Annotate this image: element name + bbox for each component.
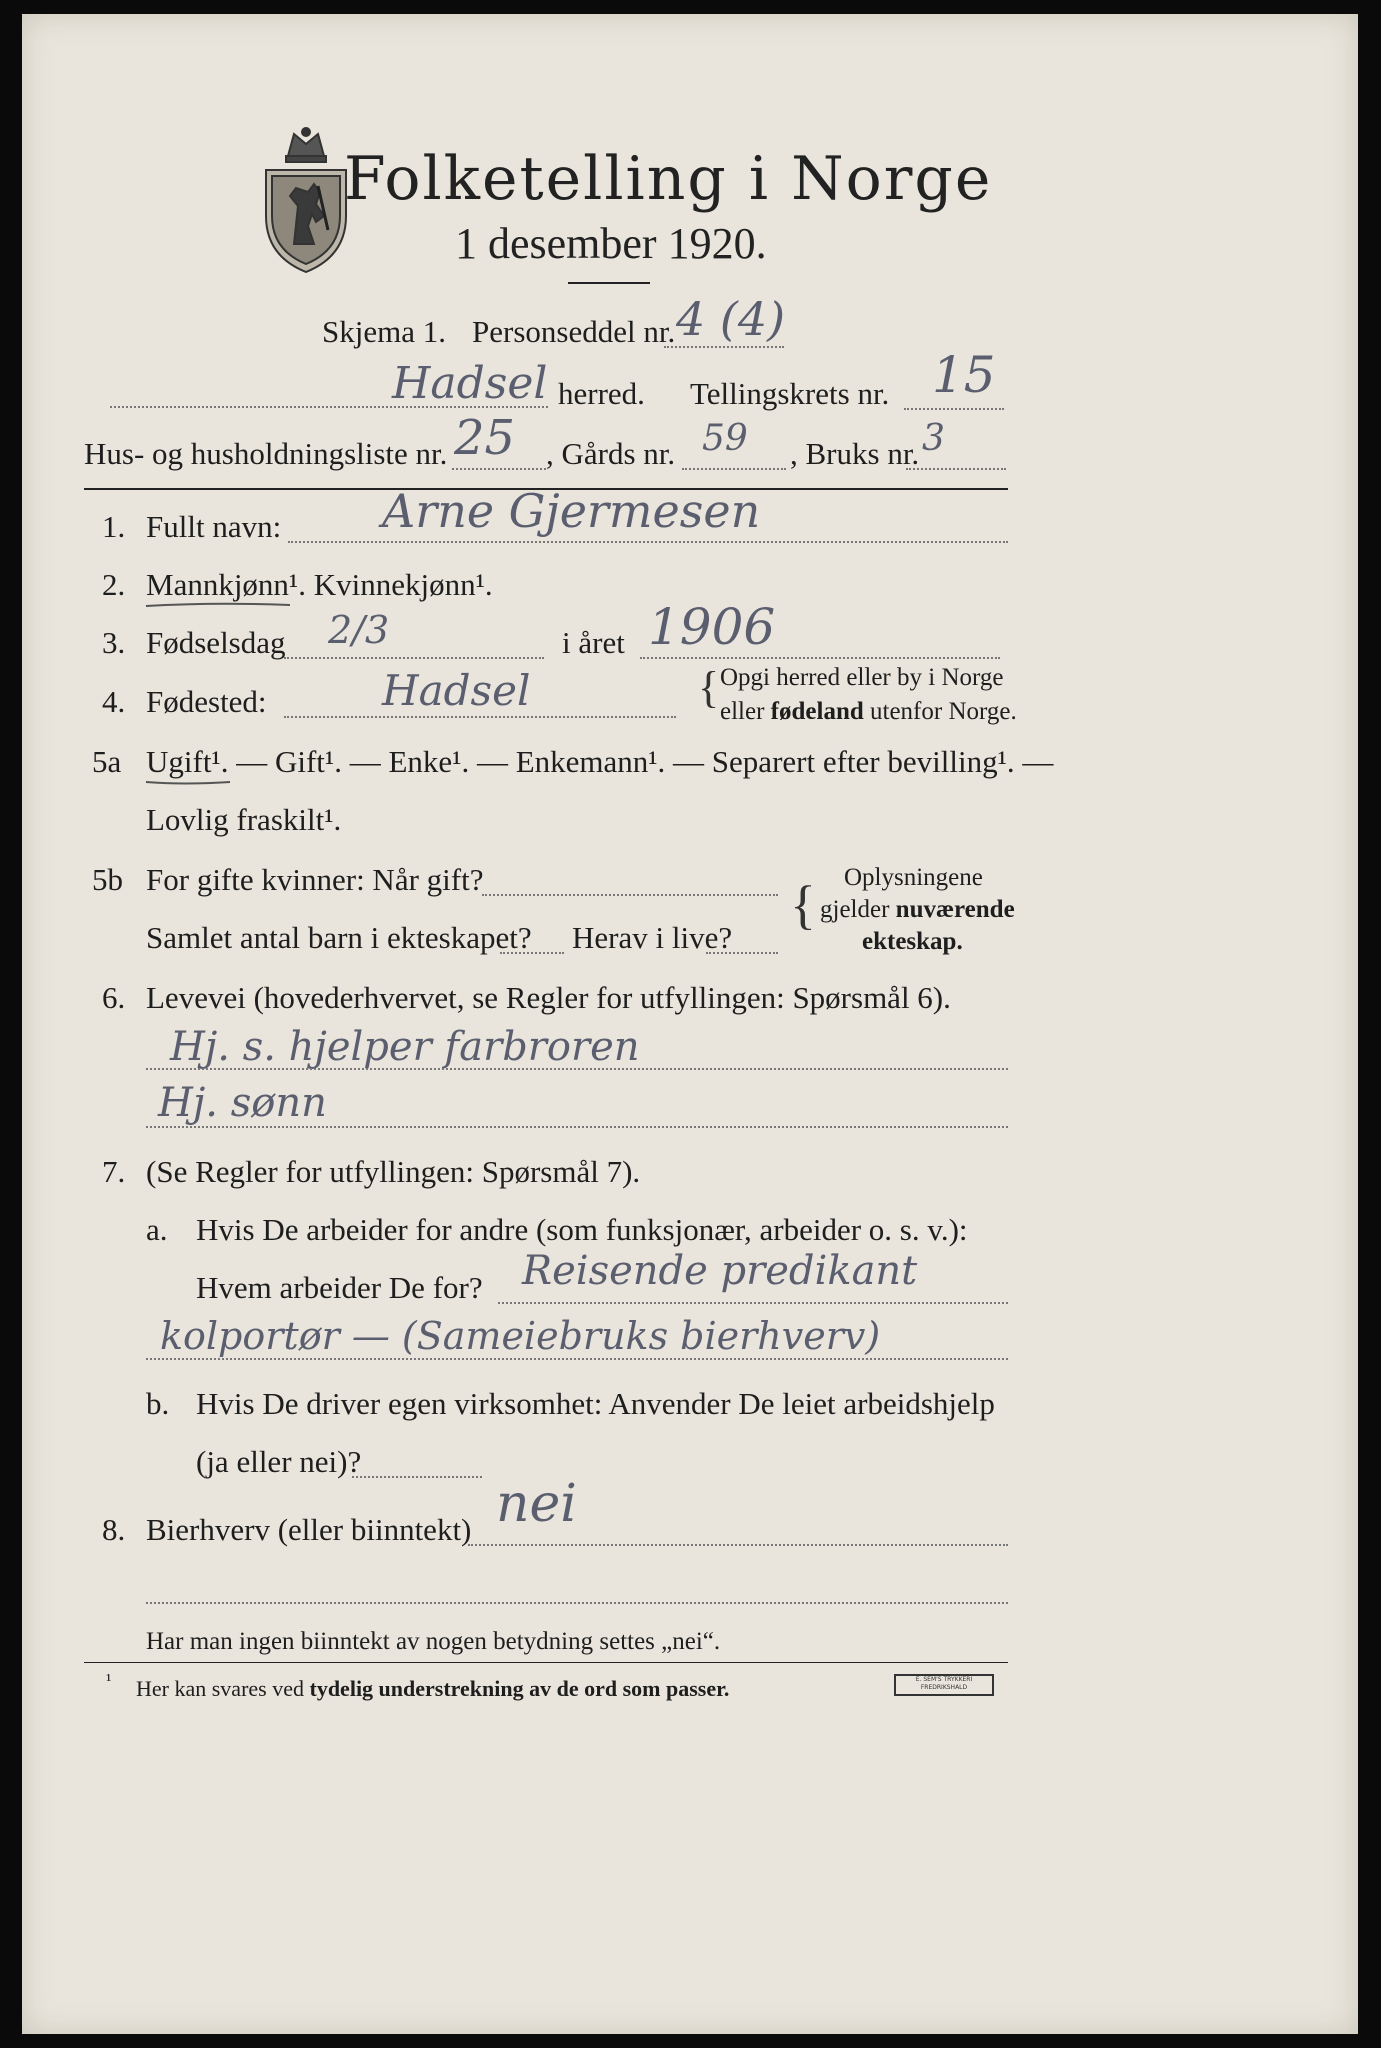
q5a-line1: Ugift¹. — Gift¹. — Enke¹. — Enkemann¹. — Separert efter bevilling¹. —	[146, 744, 1054, 779]
q7b-line	[352, 1476, 482, 1478]
q5a-line2: Lovlig fraskilt¹.	[146, 802, 342, 837]
q3-day-line	[284, 657, 544, 659]
q2-number: 2.	[102, 567, 126, 602]
bruks-value: 3	[922, 418, 945, 459]
q5b-note2: gjelder nuværende	[820, 896, 1015, 923]
q5b-note3: ekteskap.	[862, 928, 963, 955]
q6-line2	[146, 1126, 1008, 1128]
personseddel-line	[664, 346, 784, 348]
husliste-value: 25	[454, 410, 516, 466]
q8-line2	[146, 1602, 1008, 1604]
q2-underline	[144, 600, 294, 610]
q4-note-line1: Opgi herred eller by i Norge	[720, 664, 1004, 691]
q3-number: 3.	[102, 625, 126, 660]
q7a-question: Hvem arbeider De for?	[196, 1270, 483, 1305]
footer-note: Har man ingen biinntekt av nogen betydning settes „nei“.	[146, 1628, 721, 1655]
q7a-line2	[146, 1358, 1008, 1360]
coat-of-arms-icon	[258, 126, 354, 276]
q2-label: Mannkjønn¹. Kvinnekjønn¹.	[146, 567, 493, 602]
q6-value2: Hj. sønn	[158, 1080, 327, 1126]
title-rule	[568, 282, 650, 284]
form-title: Folketelling i Norge	[344, 144, 993, 214]
q7a-value1: Reisende predikant	[522, 1248, 918, 1294]
q3-year-line	[640, 657, 1000, 659]
q7b-text: Hvis De driver egen virksomhet: Anvender De leiet arbeidshjelp	[196, 1386, 995, 1421]
footnote-mark: ¹	[106, 1670, 112, 1690]
census-form-sheet	[22, 14, 1358, 2034]
q1-line	[288, 541, 1008, 543]
q5b-label1: For gifte kvinner: Når gift?	[146, 862, 484, 897]
q7a-value2: kolportør — (Sameiebruks bierhverv)	[160, 1314, 881, 1358]
gards-label: , Gårds nr.	[546, 436, 676, 471]
q6-number: 6.	[102, 980, 126, 1015]
tellingskrets-value: 15	[932, 346, 996, 404]
footer-divider	[84, 1662, 1008, 1663]
q4-brace: {	[698, 663, 720, 712]
bruks-label: , Bruks nr.	[790, 436, 920, 471]
q6-label: Levevei (hovederhvervet, se Regler for utfyllingen: Spørsmål 6).	[146, 980, 951, 1015]
q1-label: Fullt navn:	[146, 509, 282, 544]
q5b-brace: {	[790, 875, 816, 935]
q3-day-value: 2/3	[328, 608, 390, 652]
q5b-married-line	[482, 894, 778, 896]
q8-value: nei	[496, 1474, 577, 1534]
q7a-number: a.	[146, 1212, 168, 1247]
tellingskrets-label: Tellingskrets nr.	[690, 376, 890, 411]
skjema-label: Skjema 1.	[322, 314, 446, 349]
q5b-number: 5b	[92, 862, 123, 897]
gards-value: 59	[702, 418, 748, 459]
q3-year-value: 1906	[648, 598, 776, 656]
q7b-question: (ja eller nei)?	[196, 1444, 362, 1479]
herred-label: herred.	[558, 376, 645, 411]
q5a-number: 5a	[92, 744, 122, 779]
printer-stamp: E. SEM'S TRYKKERI FREDRIKSHALD	[894, 1674, 994, 1696]
husliste-label: Hus- og husholdningsliste nr.	[84, 436, 448, 471]
q1-number: 1.	[102, 509, 126, 544]
husliste-line	[452, 468, 546, 470]
q7-number: 7.	[102, 1154, 126, 1189]
q8-line1	[468, 1544, 1008, 1546]
tellingskrets-line	[904, 408, 1004, 410]
q3-year-label: i året	[562, 625, 625, 660]
q7-label: (Se Regler for utfyllingen: Spørsmål 7).	[146, 1154, 641, 1189]
q8-number: 8.	[102, 1512, 126, 1547]
q3-label: Fødselsdag	[146, 625, 286, 660]
gards-line	[682, 468, 786, 470]
q5b-note1: Oplysningene	[844, 864, 983, 891]
census-date: 1 desember 1920.	[455, 219, 767, 268]
herred-value: Hadsel	[392, 358, 548, 409]
q7a-line1	[498, 1302, 1008, 1304]
q5a-underline	[144, 778, 234, 788]
q5b-label2: Samlet antal barn i ekteskapet?	[146, 920, 532, 955]
personseddel-value: 4 (4)	[676, 292, 786, 346]
q7b-number: b.	[146, 1386, 170, 1421]
bruks-line	[906, 468, 1006, 470]
q7a-text: Hvis De arbeider for andre (som funksjonær, arbeider o. s. v.):	[196, 1212, 968, 1247]
q6-line1	[146, 1068, 1008, 1070]
personseddel-label: Personseddel nr.	[472, 314, 676, 349]
q4-label: Fødested:	[146, 684, 267, 719]
q1-value: Arne Gjermesen	[382, 484, 761, 538]
q5b-alive-line	[706, 952, 778, 954]
q4-number: 4.	[102, 684, 126, 719]
q4-value: Hadsel	[382, 666, 531, 715]
q6-value1: Hj. s. hjelper farbroren	[170, 1024, 640, 1070]
q4-note-line2: eller fødeland utenfor Norge.	[720, 698, 1017, 725]
footnote-text: Her kan svares ved tydelig understrekning av de ord som passer.	[136, 1676, 730, 1701]
q5b-label3: Herav i live?	[572, 920, 733, 955]
q5b-children-line	[500, 952, 564, 954]
q4-line	[284, 716, 676, 718]
q8-label: Bierhverv (eller biinntekt)	[146, 1512, 472, 1547]
